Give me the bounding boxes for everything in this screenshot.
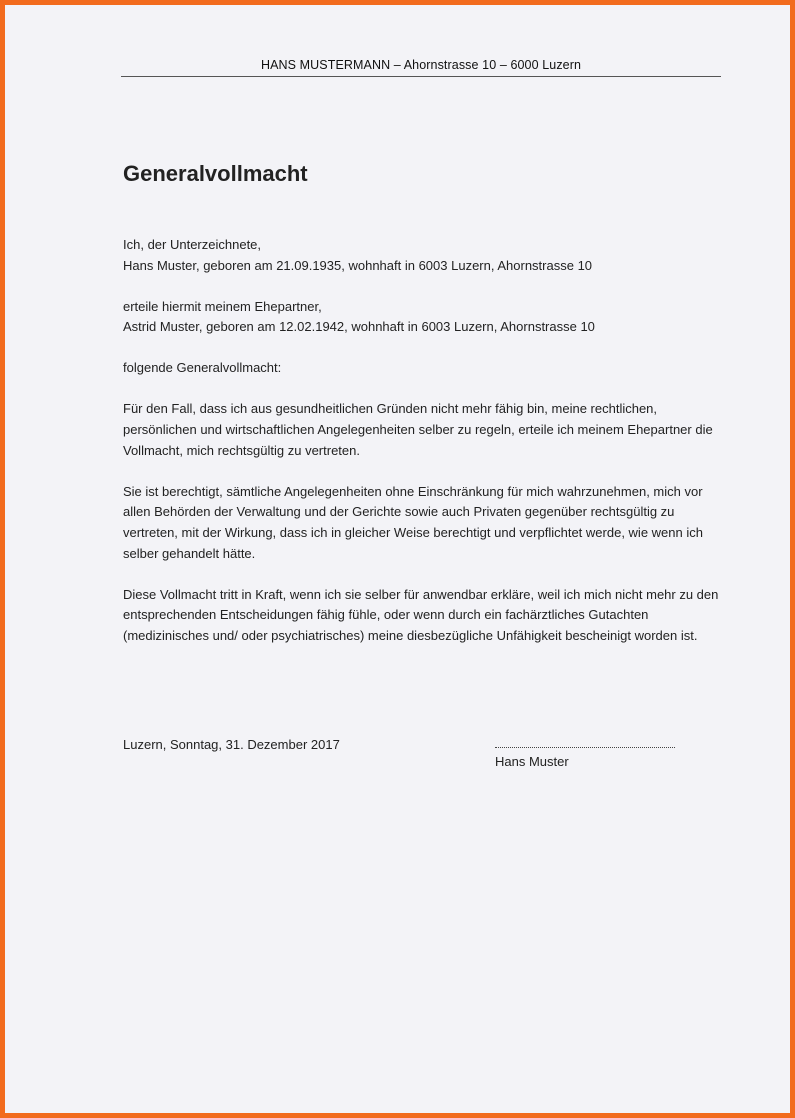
letterhead-divider: [121, 76, 721, 77]
agent-intro: erteile hiermit meinem Ehepartner,: [123, 298, 322, 314]
principal-details: Hans Muster, geboren am 21.09.1935, wohnhaft in 6003 Luzern, Ahornstrasse 10: [123, 257, 593, 273]
place-date: Luzern, Sonntag, 31. Dezember 2017: [123, 737, 340, 752]
agent-details: Astrid Muster, geboren am 12.02.1942, wohnhaft in 6003 Luzern, Ahornstrasse 10: [123, 319, 595, 335]
principal-block: [123, 235, 723, 276]
paragraph-effect: Diese Vollmacht tritt in Kraft, wenn ich sie selber für anwendbar erkläre, weil ich mich nicht mehr zu den entsprechenden Entscheidungen fähig fühle, oder wenn durch ein fachärztliches Gutachten (medizinisches und/ oder psychiatrisches) meine diesbezügliche Unfähigkeit bescheinigt worden ist.: [123, 586, 719, 643]
principal-intro: Ich, der Unterzeichnete,: [123, 237, 262, 252]
signature-line: [495, 735, 675, 748]
signatory-name: Hans Muster: [495, 754, 569, 769]
agent-block: [123, 297, 723, 338]
letterhead: HANS MUSTERMANN – Ahornstrasse 10 – 6000 Luzern: [260, 58, 582, 72]
signature-block: [495, 735, 675, 772]
document-body: [123, 235, 723, 667]
paragraph-scope: Sie ist berechtigt, sämtliche Angelegenheiten ohne Einschränkung für mich wahrzunehmen, mich vor allen Behörden der Verwaltung und der Gerichte sowie auch Privaten gegenüber rechtsgültig zu vertreten, mit der Wirkung, dass ich in gleicher Weise berechtigt und verpflichtet werde, wie wenn ich selber gehandelt hätte.: [123, 483, 703, 561]
document-title: Generalvollmacht: [123, 161, 308, 186]
paragraph-condition: Für den Fall, dass ich aus gesundheitlichen Gründen nicht mehr fähig bin, meine rechtlichen, persönlichen und wirtschaftlichen Angelegenheiten selber zu regeln, erteile ich meinem Ehepartner die Vollmacht, mich rechtsgültig zu vertreten.: [123, 401, 713, 458]
lead-in: folgende Generalvollmacht:: [123, 360, 282, 376]
